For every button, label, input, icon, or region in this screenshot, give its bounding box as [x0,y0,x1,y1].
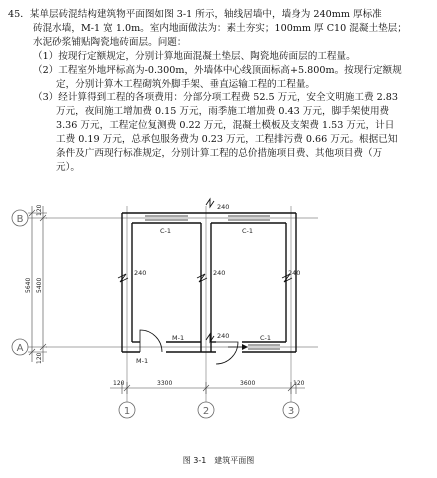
wall-label-bottom: 240 [217,332,230,340]
question-line: 45．某单层砖混结构建筑物平面图如图 3-1 所示，轴线居墙中，墙身为 240mm 厚标准 [8,9,382,20]
question-line: 万元，夜间施工增加费 0.15 万元，雨季施工增加费 0.43 万元，脚手架使用费 [56,106,390,118]
question-line: 工费 0.19 万元，总承包服务费为 0.23 万元，工程排污费 0.66 万元。根据已知 [56,134,398,146]
dim-height-inner: 5400 [36,277,43,293]
axis-label-a: A [16,343,24,354]
door-label: M-1 [172,334,185,342]
axis-lines [46,206,318,402]
figure-caption: 图 3-1 建筑平面图 [182,456,255,465]
wall-label-top: 240 [217,203,230,211]
axis-bubble-1 [119,402,135,418]
left-dimension-labels [25,204,43,364]
dim-height-total: 5640 [25,277,32,293]
question-line: 条件及广西现行标准规定，分别计算工程的总价措施项目费、其他项目费（万 [56,148,383,160]
bottom-dimension-labels [113,380,305,387]
axis-bubble-3 [283,402,299,418]
door-label: M-1 [136,357,149,365]
axis-bubble-a [12,339,28,355]
door-right [216,342,238,364]
bottom-dimensions [110,382,305,394]
question-line: 定，分别计算木工程砌筑外脚手架、垂直运输工程的工程量。 [56,78,316,90]
dim-width-left: 3300 [157,380,173,387]
wall-label-left: 240 [134,269,147,277]
question-line: （2）工程室外地坪标高为-0.300m，外墙体中心线顶面标高+5.800m。按现行定额规 [33,64,402,76]
question-line: 水泥砂浆铺贴陶瓷地砖面层。问题： [33,36,187,48]
wall-label-right: 240 [288,269,301,277]
question-line: （3）经计算得到工程的各项费用：分部分项工程费 52.5 万元，安全文明施工费 2.83 [33,92,398,104]
axis-label-1: 1 [123,406,131,417]
axis-label-2: 2 [202,406,210,417]
windows [145,216,280,349]
axis-label-3: 3 [287,406,295,417]
dim-height-bottom: 120 [36,352,43,364]
opening-labels [136,227,271,365]
dim-wall-offset-left: 120 [113,380,125,387]
question-line: 3.36 万元，工程定位复测费 0.22 万元，混凝土模板及支架费 1.53 万元，计日 [56,120,395,132]
axis-bubble-2 [198,402,214,418]
window-label: C-1 [242,227,254,235]
dim-wall-offset-right: 120 [293,380,305,387]
dim-width-right: 3600 [240,380,256,387]
axis-bubble-b [12,210,28,226]
question-line: 元）。 [56,161,80,173]
dim-height-top: 120 [36,204,43,216]
wall-label-middle: 240 [213,269,226,277]
window-label: C-1 [160,227,172,235]
axis-label-b: B [16,214,24,225]
window-label: C-1 [260,334,272,342]
question-line: （1）按现行定额规定，分别计算地面混凝土垫层、陶瓷地砖面层的工程量。 [33,50,356,62]
door-left [140,330,162,352]
question-line: 砖混水墙，M-1 宽 1.0m。室内地面做法为：素土夯实；100mm 厚 C10 混凝土垫层； [33,22,407,34]
